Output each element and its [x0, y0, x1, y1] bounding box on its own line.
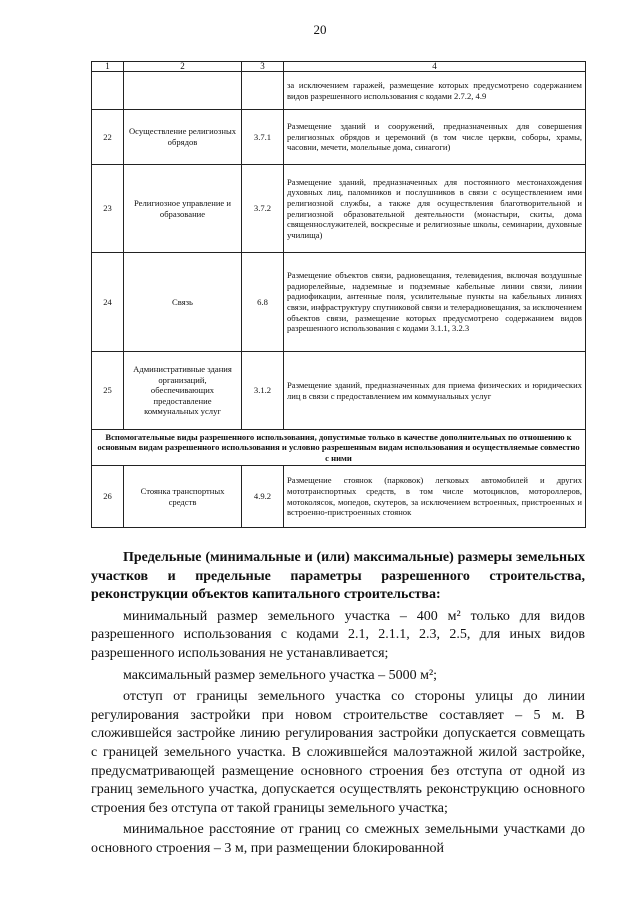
use-description: Размещение стоянок (парковок) легковых автомобилей и других мототранспортных средств, в том числе мотоциклов, мотороллеров, мотоколясок, мопедов, скутеров, за исключением встроенных, пристроенных и встроенно-пристроенных стоянок: [284, 466, 586, 528]
use-description: Размещение зданий, предназначенных для постоянного местонахождения духовных лиц, паломников и послушников в связи с осуществлением ими религиозной службы, а также для осуществления благотворительной и религиозной образовательной деятельности (монастыри, скиты, дома священнослужителей, воскресные и религиозные школы, семинарии, духовные училища): [284, 165, 586, 253]
paragraph: отступ от границы земельного участка со стороны улицы до линии регулирования застройки при новом строительстве составляет – 5 м. В сложившейся застройке линию регулирования застройки допускается совмещать с границей земельного участка. В сложившейся малоэтажной жилой застройке, предусматривающей размещение основного строения без отступа от одной из границ земельного участка, допускается осуществлять реконструкцию основного строения без отступа от такой границы земельного участка;: [91, 689, 585, 816]
land-use-table: [91, 61, 586, 528]
use-description: Размещение зданий и сооружений, предназначенных для совершения религиозных обрядов и церемоний (в том числе церкви, соборы, храмы, часовни, мечети, молельные дома, синагоги): [284, 110, 586, 165]
column-header: 1: [92, 62, 124, 72]
table-row: [92, 253, 586, 352]
body-text: [91, 549, 585, 862]
use-type-name: Административные здания организаций, обеспечивающих предоставление коммунальных услуг: [124, 352, 242, 430]
paragraph: минимальное расстояние от границ со смежных земельными участками до основного строения – 3 м, при размещении блокированной: [91, 822, 585, 856]
use-code: 4.9.2: [242, 466, 284, 528]
use-type-name: Стоянка транспортных средств: [124, 466, 242, 528]
use-code: 6.8: [242, 253, 284, 352]
table-row: [92, 72, 586, 110]
row-number: 26: [92, 466, 124, 528]
use-type-name: Осуществление религиозных обрядов: [124, 110, 242, 165]
table-header-row: [92, 62, 586, 72]
row-number: 22: [92, 110, 124, 165]
use-description: Размещение зданий, предназначенных для приема физических и юридических лиц в связи с предоставлением им коммунальных услуг: [284, 352, 586, 430]
page-number: 20: [313, 22, 327, 37]
use-code: 3.1.2: [242, 352, 284, 430]
table-row: [92, 165, 586, 253]
table-row: [92, 352, 586, 430]
row-number: 25: [92, 352, 124, 430]
use-description: Размещение объектов связи, радиовещания, телевидения, включая воздушные радиорелейные, надземные и подземные кабельные линии связи, линии радиофикации, антенные поля, усилительные пункты на кабельных линиях связи, инфраструктуру спутниковой связи и телерадиовещания, за исключением объектов связи, размещение которых предусмотрено содержанием видов разрешенного использования с кодами 3.1.1, 3.2.3: [284, 253, 586, 352]
column-header: 2: [124, 62, 242, 72]
use-code: [242, 72, 284, 110]
column-header: 4: [284, 62, 586, 72]
use-description: за исключением гаражей, размещение которых предусмотрено содержанием видов разрешенного использования с кодами 2.7.2, 4.9: [284, 72, 586, 110]
row-number: [92, 72, 124, 110]
paragraph: максимальный размер земельного участка – 5000 м²;: [123, 667, 438, 683]
aux-section-header: Вспомогательные виды разрешенного использования, допустимые только в качестве дополнительных по отношению к основным видам разрешенного использования и условно разрешенным видам использования и осуществляемые совместно с ними: [92, 430, 586, 466]
use-type-name: [124, 72, 242, 110]
row-number: 23: [92, 165, 124, 253]
use-code: 3.7.2: [242, 165, 284, 253]
aux-section-header-row: [92, 430, 586, 466]
paragraph: минимальный размер земельного участка – 400 м² только для видов разрешенного использования с кодами 2.1, 2.1.1, 2.3, 2.5, для иных видов разрешенного использования не устанавливается;: [91, 608, 585, 661]
use-code: 3.7.1: [242, 110, 284, 165]
table-row: [92, 466, 586, 528]
use-type-name: Связь: [124, 253, 242, 352]
table-row: [92, 110, 586, 165]
column-header: 3: [242, 62, 284, 72]
use-type-name: Религиозное управление и образование: [124, 165, 242, 253]
section-heading: Предельные (минимальные и (или) максимальные) размеры земельных участков и предельные параметры разрешенного строительства, реконструкции объектов капитального строительства:: [91, 550, 585, 603]
row-number: 24: [92, 253, 124, 352]
